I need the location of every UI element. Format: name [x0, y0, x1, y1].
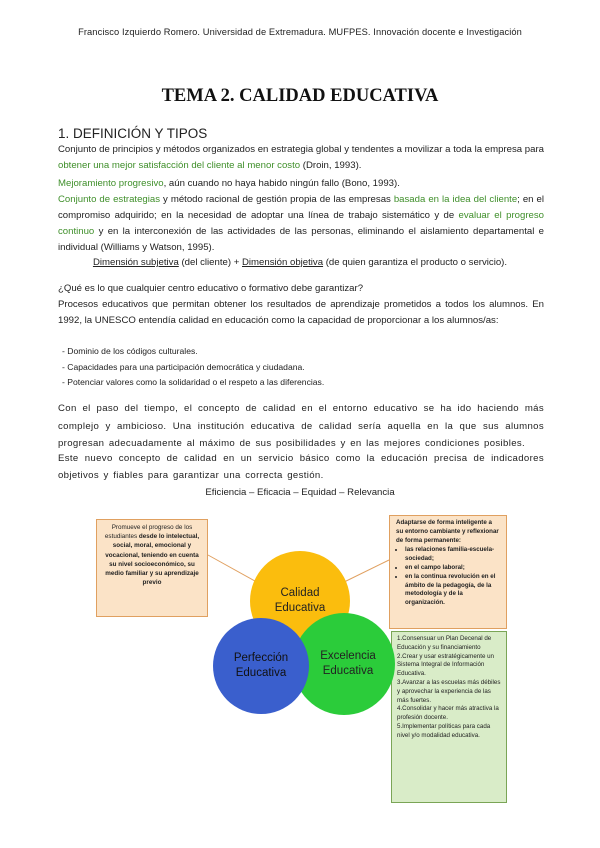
page-header: Francisco Izquierdo Romero. Universidad de Extremadura. MUFPES. Innovación docente e Investigación [78, 27, 522, 37]
list-item: 1.Consensuar un Plan Decenal de Educación y su financiamiento [397, 635, 492, 651]
def2-highlight: Mejoramiento progresivo [58, 178, 164, 189]
page-title: TEMA 2. CALIDAD EDUCATIVA [161, 86, 439, 106]
list-item: 3.Avanzar a las escuelas más débiles y aprovechar la experiencia de las más fuertes. [397, 678, 501, 704]
procesos-paragraph: Procesos educativos que permitan obtener los resultados de aprendizaje prometidos a todos los alumnos. En 1992, la UNESCO entendía calidad en educación como la capacidad de proporcionar a los alumnos/as: [58, 299, 544, 326]
def1-highlight: obtener una mejor satisfacción del cliente al menor costo [58, 160, 301, 171]
list-item: 2.Crear y usar estratégicamente un Sistema Integral de Información Educativa. [397, 652, 494, 678]
list-item: • en el campo laboral; [405, 564, 500, 573]
calidad-label-1: Calidad [280, 587, 320, 599]
def3-highlight-2: basada en la idea del cliente [393, 194, 518, 205]
calidad-label-2: Educativa [274, 602, 326, 614]
list-item: - Potenciar valores como la solidaridad o el respeto a las diferencias. [62, 375, 542, 391]
list-item: • en la continua revolución en el ámbito de la pedagogía, de la metodología y de la organización. [405, 573, 500, 608]
def3-text-b: ; en el compromiso adquirido; en la necesidad de adoptar una línea de trabajo sistemático y de [58, 194, 544, 221]
adaptation-intro: Adaptarse de forma inteligente a su entorno cambiante y reflexionar de forma permanente: [396, 519, 499, 544]
excelencia-label-1: Excelencia [320, 650, 376, 662]
def2-text-b: , aún cuando no haya habido ningún fallo (Bono, 1993). [163, 178, 400, 189]
perfeccion-label-2: Educativa [235, 667, 287, 679]
guarantee-question: ¿Qué es lo que cualquier centro educativo o formativo debe garantizar? [58, 283, 364, 294]
new-concept-paragraph: Este nuevo concepto de calidad en un servicio básico como la educación precisa de indicadores objetivos y fiables para garantizar una correcta gestión. [58, 453, 544, 481]
progress-box-text-b: desde lo intelectual, social, moral, emocional y vocacional, teniendo en cuenta su nivel socioeconómico, su medio familiar y su aprendizaje previo [105, 533, 200, 587]
perfeccion-label-1: Perfección [233, 652, 289, 664]
def3-text-c: y en la interconexión de las actividades de las personas, eliminando el aislamiento departamental e individual (Williams y Watson, 1995). [58, 226, 544, 253]
list-item: 4.Consolidar y hacer más atractiva la profesión docente. [397, 705, 499, 722]
quality-indicators: Eficiencia – Eficacia – Equidad – Relevancia [205, 487, 395, 498]
def1-text-b: (Droin, 1993). [300, 160, 362, 171]
perfeccion-educativa-circle [213, 618, 309, 714]
excelencia-label-2: Educativa [322, 665, 374, 677]
dimension-objective: Dimensión objetiva [242, 257, 324, 268]
dimension-subjective: Dimensión subjetiva [92, 257, 179, 268]
list-item: • las relaciones familia-escuela-sociedad; [405, 546, 500, 564]
progress-box-text-a: Promueve el progreso de los estudiantes [104, 524, 193, 541]
def1-text-a: Conjunto de principios y métodos organizados en estrategia global y tendentes a movilizar a toda la empresa para [58, 144, 544, 155]
list-item: 5.Implementar políticas para cada nivel y/o modalidad educativa. [397, 722, 491, 739]
dimension-subjective-note: (del cliente) + [178, 257, 242, 268]
def3-highlight-3: evaluar el progreso continuo [58, 210, 544, 237]
def3-text-a: y método racional de gestión propia de las empresas [160, 194, 394, 205]
list-item: - Capacidades para una participación democrática y ciudadana. [62, 360, 542, 376]
def3-highlight-1: Conjunto de estrategias [58, 194, 161, 205]
time-paragraph: Con el paso del tiempo, el concepto de calidad en el entorno educativo se ha ido haciendo más complejo y ambicioso. Una institución educativa de calidad sería aquella en la que sus alumnos progresan adecuadamente al máximo de sus posibilidades y en las mejores condiciones posibles. [58, 403, 544, 449]
section-heading: 1. DEFINICIÓN Y TIPOS [58, 126, 208, 141]
list-item: - Dominio de los códigos culturales. [62, 344, 542, 360]
dimension-objective-note: (de quien garantiza el producto o servicio). [323, 257, 508, 268]
